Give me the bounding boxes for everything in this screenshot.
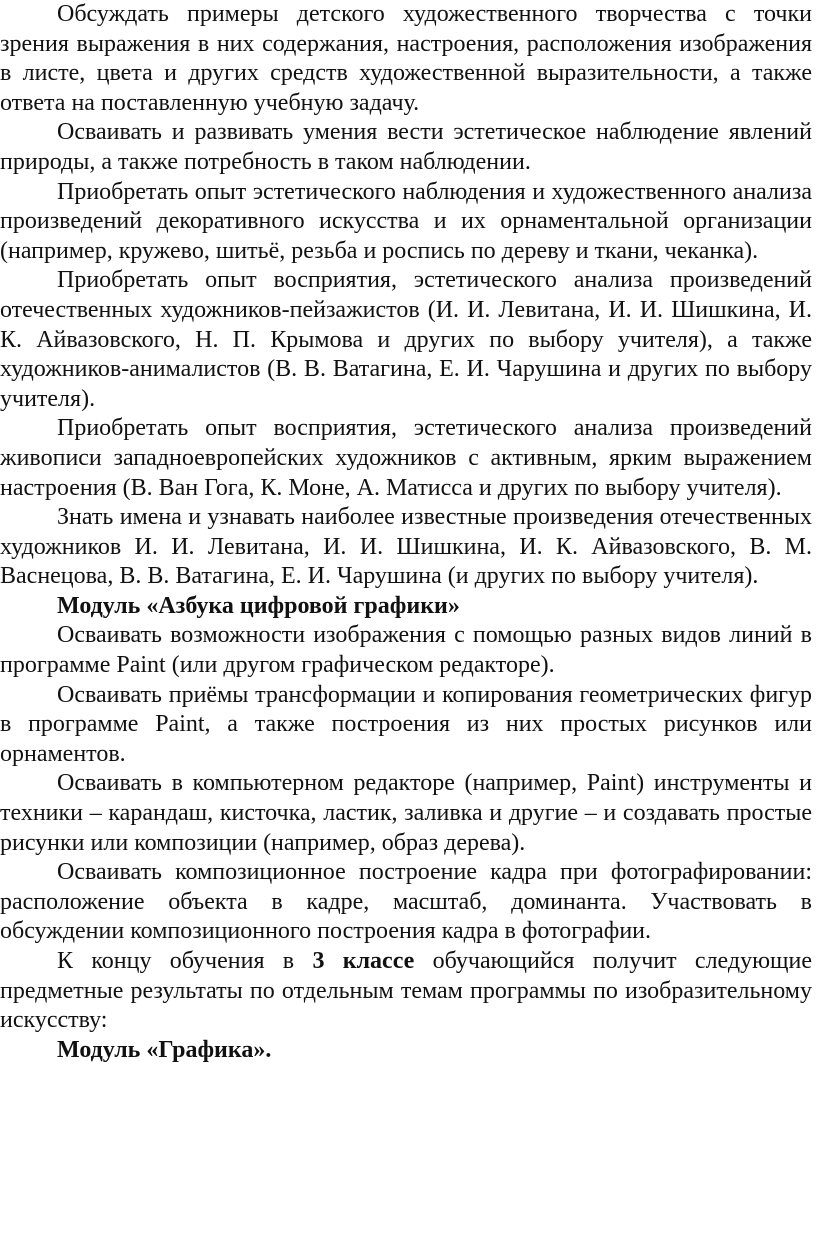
paragraph: Приобретать опыт восприятия, эстетического анализа произведений живописи западноевропейских художников с активным, ярким выражением настроения (В. Ван Гога, К. Моне, А. Матисса и других по выбору учителя).	[0, 415, 812, 501]
paragraph: Осваивать и развивать умения вести эстетическое наблюдение явлений природы, а также потребность в таком наблюдении.	[0, 119, 812, 175]
results-text-after: обучающийся получит следующие предметные результаты по отдельным темам программы по изобразительному искусству:	[0, 948, 813, 1034]
paragraph: Приобретать опыт эстетического наблюдения и художественного анализа произведений декоративного искусства и их орнаментальной организации (например, кружево, шитьё, резьба и роспись по дереву и ткани, чеканка).	[0, 178, 812, 264]
section-heading-digital-graphics: Модуль «Азбука цифровой графики»	[57, 592, 460, 619]
paragraph: Приобретать опыт восприятия, эстетического анализа произведений отечественных художников-пейзажистов (И. И. Левитана, И. И. Шишкина, И. К. Айвазовского, Н. П. Крымова и других по выбору учителя), а также художников-анималистов (В. В. Ватагина, Е. И. Чарушина и других по выбору учителя).	[0, 267, 812, 412]
paragraph: Обсуждать примеры детского художественного творчества с точки зрения выражения в них содержания, настроения, расположения изображения в листе, цвета и других средств художественной выразительности, а также ответа на поставленную учебную задачу.	[0, 1, 812, 116]
paragraph: Знать имена и узнавать наиболее известные произведения отечественных художников И. И. Левитана, И. И. Шишкина, И. К. Айвазовского, В. М. Васнецова, В. В. Ватагина, Е. И. Чарушина (и других по выбору учителя).	[0, 504, 812, 590]
results-paragraph	[0, 947, 812, 1036]
paragraph: Осваивать композиционное построение кадра при фотографировании: расположение объекта в кадре, масштаб, доминанта. Участвовать в обсуждении композиционного построения кадра в фотографии.	[0, 859, 812, 945]
grade-emphasis: 3 классе	[312, 948, 415, 974]
section-heading-graphics: Модуль «Графика».	[57, 1036, 272, 1063]
paragraph: Осваивать в компьютерном редакторе (например, Paint) инструменты и техники – карандаш, кисточка, ластик, заливка и другие – и создавать простые рисунки или композиции (например, образ дерева).	[0, 770, 812, 856]
paragraph: Осваивать приёмы трансформации и копирования геометрических фигур в программе Paint, а также построения из них простых рисунков или орнаментов.	[0, 681, 812, 767]
paragraph: Осваивать возможности изображения с помощью разных видов линий в программе Paint (или другом графическом редакторе).	[0, 622, 812, 679]
results-text-before: К концу обучения в	[57, 948, 313, 974]
